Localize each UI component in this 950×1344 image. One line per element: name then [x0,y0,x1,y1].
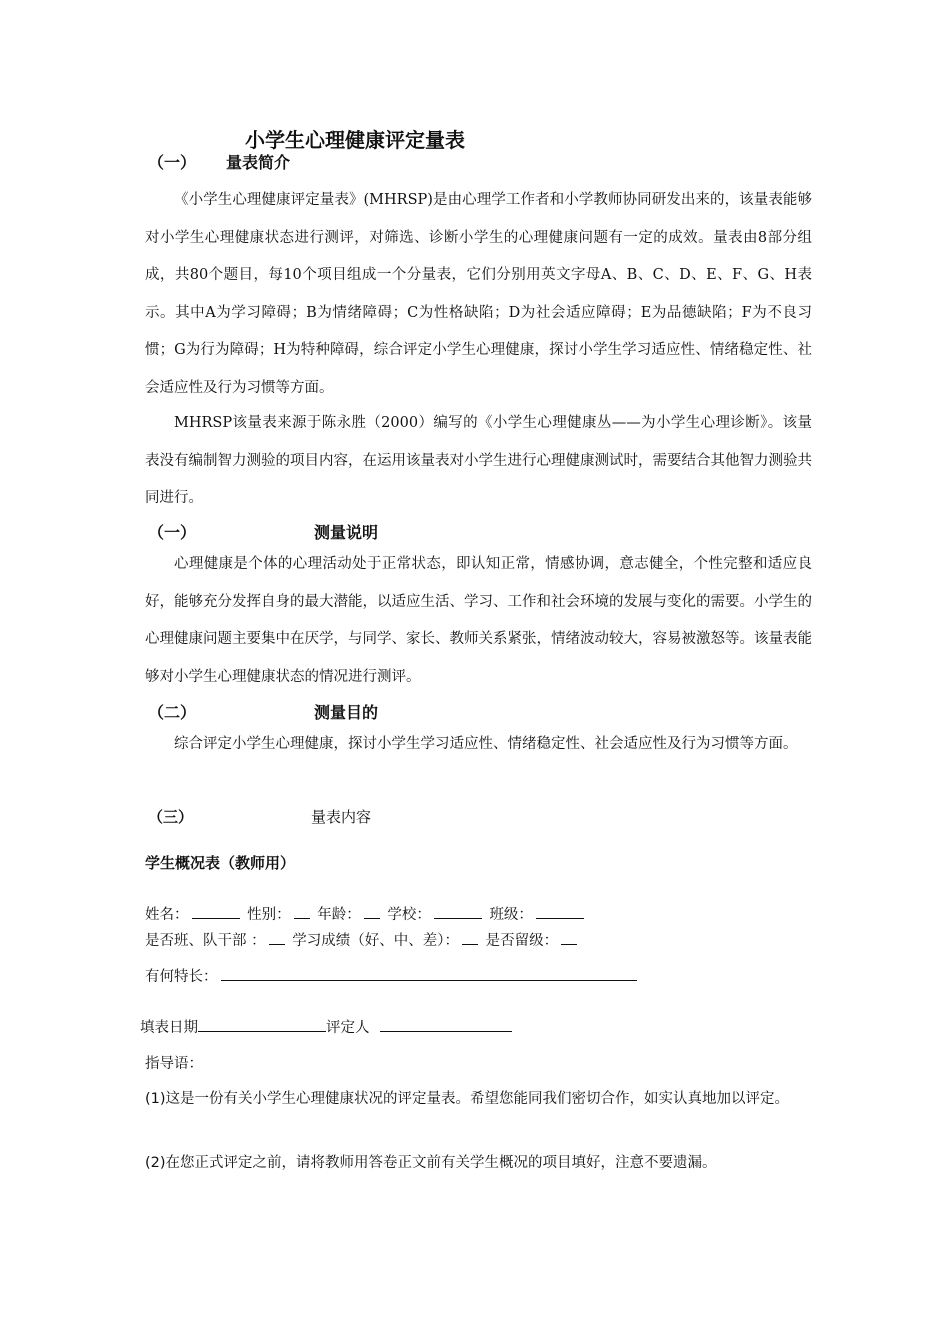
section-3-title: 测量目的 [314,703,379,722]
section-4-heading [148,806,371,827]
name-field[interactable] [192,904,240,919]
school-field[interactable] [434,904,482,919]
section-1-heading [148,150,290,173]
guide-label: 指导语： [145,1056,203,1072]
school-label: 学校： [387,907,431,923]
form-row-date [140,1016,515,1037]
talent-field[interactable] [221,966,637,981]
section-4-number: （三） [148,808,194,826]
rater-field[interactable] [380,1017,512,1032]
section-4-title: 量表内容 [311,808,372,826]
age-label: 年龄： [317,907,361,923]
gender-field[interactable] [294,904,310,919]
gender-label: 性别： [247,907,291,923]
section-1-number: （一） [148,153,197,172]
explain-paragraph: 心理健康是个体的心理活动处于正常状态，即认知正常，情感协调，意志健全，个性完整和适应良好，能够充分发挥自身的最大潜能，以适应生活、学习、工作和社会环境的发展与变化的需要。小学生的心理健康问题主要集中在厌学，与同学、家长、教师关系紧张，情绪波动较大，容易被激怒等。该量表能够对小学生心理健康状态的情况进行测评。 [145,556,812,685]
rater-label: 评定人 [326,1020,370,1036]
document-title: 小学生心理健康评定量表 [245,128,465,152]
grades-label: 学习成绩（好、中、差）： [292,933,459,949]
talent-label: 有何特长： [145,969,218,985]
section-1-title: 量表简介 [226,153,291,172]
guide-item-2: (2)在您正式评定之前，请将教师用答卷正文前有关学生概况的项目填好，注意不要遗漏。 [145,1155,717,1171]
purpose-paragraph: 综合评定小学生心理健康，探讨小学生学习适应性、情绪稳定性、社会适应性及行为习惯等方面。 [174,736,798,752]
intro-paragraph: 《小学生心理健康评定量表》(MHRSP)是由心理学工作者和小学教师协同研发出来的，该量表能够对小学生心理健康状态进行测评，对筛选、诊断小学生的心理健康问题有一定的成效。量表由8部分组成，共80个题目，每10个项目组成一个分量表，它们分别用英文字母A、B、C、D、E、F、G、H表示。其中A为学习障碍；B为情绪障碍；C为性格缺陷；D为社会适应障碍；E为品德缺陷；F为不良习惯；G为行为障碍；H为特种障碍，综合评定小学生心理健康，探讨小学生学习适应性、情绪稳定性、社会适应性及行为习惯等方面。 [145,192,812,396]
class-field[interactable] [536,904,584,919]
section-2-title: 测量说明 [314,523,379,542]
cadre-label: 是否班、队干部 ： [145,933,266,949]
section-2-heading [148,520,378,543]
section-2-number: （一） [148,523,197,542]
age-field[interactable] [364,904,380,919]
section-3-number: （二） [148,703,197,722]
date-field[interactable] [198,1017,326,1032]
cadre-field[interactable] [269,930,285,945]
source-paragraph: MHRSP该量表来源于陈永胜（2000）编写的《小学生心理健康丛——为小学生心理诊断》。该量表没有编制智力测验的项目内容，在运用该量表对小学生进行心理健康测试时，需要结合其他智力测验共同进行。 [145,415,812,506]
student-form-title: 学生概况表（教师用） [145,854,296,872]
name-label: 姓名： [145,907,189,923]
form-row-basic [145,903,587,924]
date-label: 填表日期 [140,1020,198,1036]
form-row-talent [145,965,640,986]
guide-item-1: (1)这是一份有关小学生心理健康状况的评定量表。希望您能同我们密切合作，如实认真地加以评定。 [145,1091,790,1107]
repeat-label: 是否留级： [485,933,559,949]
section-3-heading [148,700,378,723]
class-label: 班级： [489,907,533,923]
repeat-field[interactable] [561,930,577,945]
form-row-status [145,929,580,950]
grades-field[interactable] [462,930,478,945]
